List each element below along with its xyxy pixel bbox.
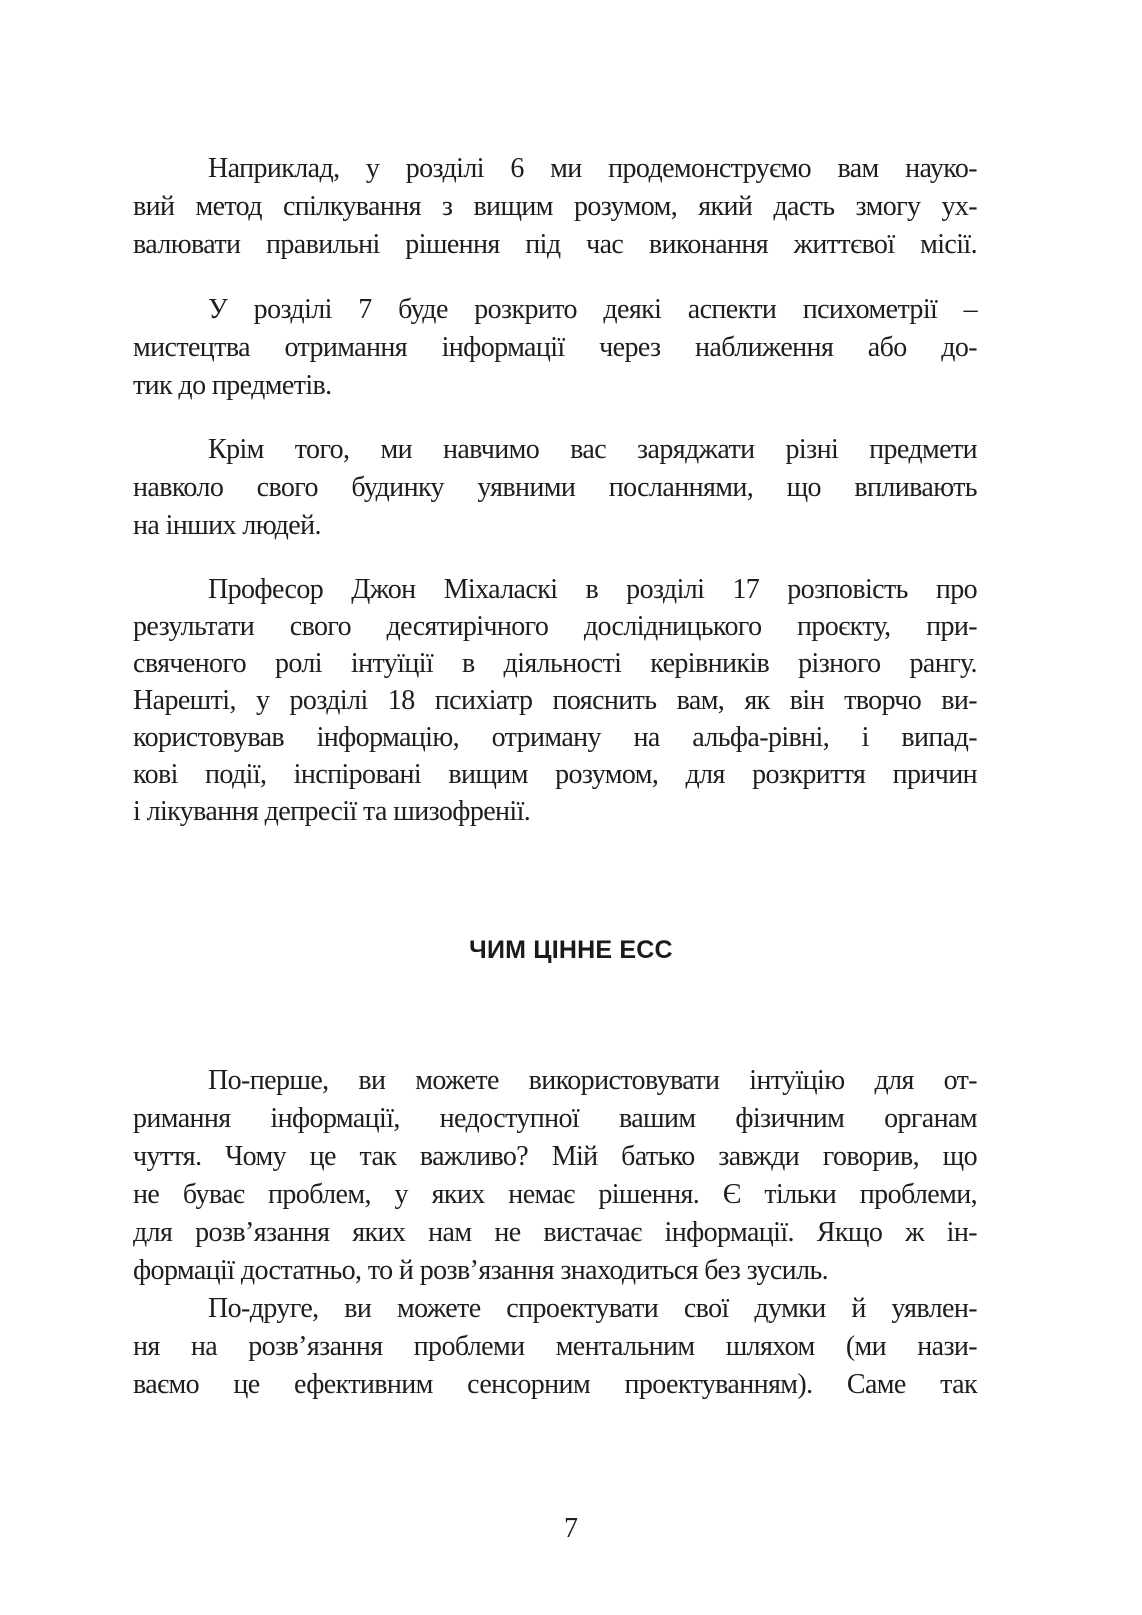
page-number: 7: [564, 1513, 578, 1544]
paragraph-4-line-4: Нарешті, у розділі 18 психіатр пояснить вам, як він творчо ви-: [133, 685, 978, 716]
paragraph-1-line-1: Наприклад, у розділі 6 ми продемонструємо вам науко-: [208, 153, 977, 184]
paragraph-3-line-1: Крім того, ми навчимо вас заряджати різні предмети: [208, 434, 978, 465]
paragraph-5-line-4: не буває проблем, у яких немає рішення. Є тільки проблеми,: [133, 1179, 978, 1210]
paragraph-5-line-3: чуття. Чому це так важливо? Мій батько завжди говорив, що: [133, 1141, 977, 1172]
paragraph-3-line-3: на інших людей.: [133, 510, 321, 541]
paragraph-4-line-6: кові події, інспіровані вищим розумом, для розкриття причин: [133, 759, 978, 790]
paragraph-5-line-2: римання інформації, недоступної вашим фізичним органам: [133, 1103, 977, 1134]
paragraph-5-line-5: для розв’язання яких нам не вистачає інформації. Якщо ж ін-: [133, 1217, 977, 1248]
paragraph-3-line-2: навколо свого будинку уявними посланнями, що впливають: [133, 472, 977, 503]
paragraph-4-line-1: Професор Джон Міхаласкі в розділі 17 розповість про: [208, 574, 978, 605]
paragraph-5-line-6: формації достатньо, то й розв’язання знаходиться без зусиль.: [133, 1255, 829, 1286]
paragraph-6-line-2: ня на розв’язання проблеми ментальним шляхом (ми нази-: [133, 1331, 978, 1362]
paragraph-4-line-5: користовував інформацію, отриману на альфа-рівні, і випад-: [133, 722, 977, 753]
paragraph-2-line-1: У розділі 7 буде розкрито деякі аспекти психометрії –: [208, 294, 978, 325]
paragraph-6-line-1: По-друге, ви можете спроектувати свої думки й уявлен-: [208, 1293, 977, 1324]
section-heading: ЧИМ ЦІННЕ ЕСС: [469, 936, 673, 964]
paragraph-2-line-2: мистецтва отримання інформації через наближення або до-: [133, 332, 977, 363]
paragraph-1-line-3: валювати правильні рішення під час виконання життєвої місії.: [133, 229, 977, 260]
paragraph-4-line-3: свяченого ролі інтуїції в діяльності керівників різного рангу.: [133, 648, 977, 679]
paragraph-4-line-2: результати свого десятирічного дослідницького проєкту, при-: [133, 611, 977, 642]
paragraph-6-line-3: ваємо це ефективним сенсорним проектуванням). Саме так: [133, 1369, 977, 1400]
paragraph-4-line-7: і лікування депресії та шизофренії.: [133, 796, 531, 827]
paragraph-2-line-3: тик до предметів.: [133, 370, 332, 401]
paragraph-1-line-2: вий метод спілкування з вищим розумом, який дасть змогу ух-: [133, 191, 977, 222]
paragraph-5-line-1: По-перше, ви можете використовувати інтуїцію для от-: [208, 1065, 978, 1096]
